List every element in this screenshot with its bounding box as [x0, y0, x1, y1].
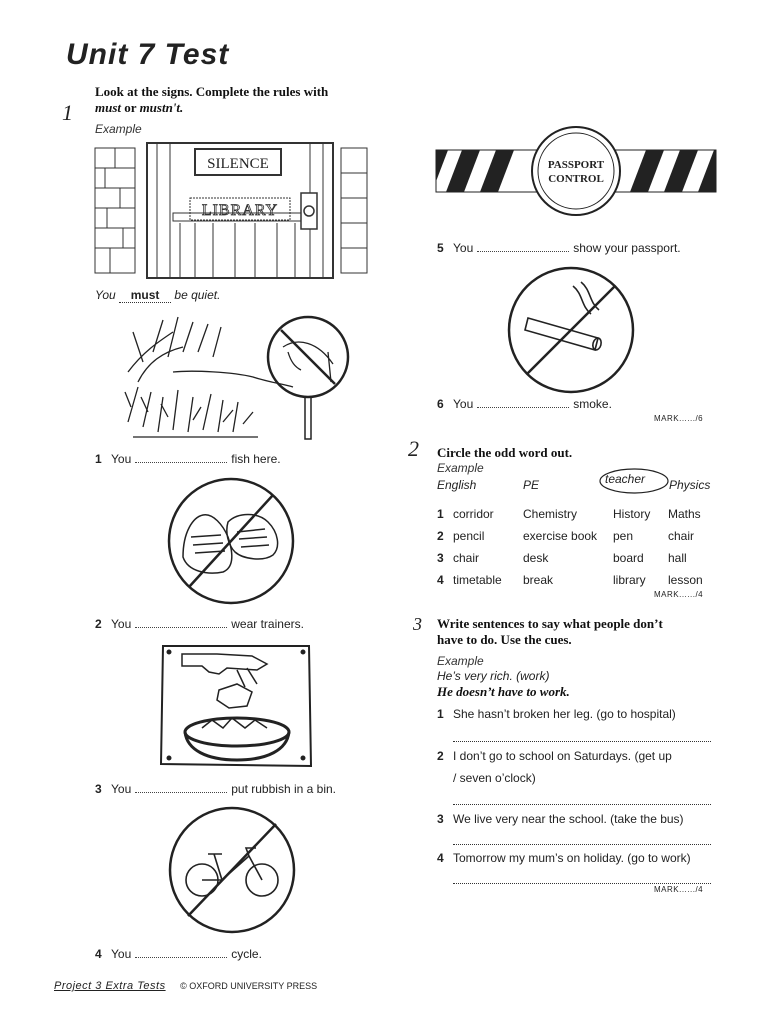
section3-instruction-line1: Write sentences to say what people don’t — [437, 616, 663, 631]
s1-item-6-blank[interactable] — [477, 397, 569, 408]
s1-item-5 — [437, 241, 681, 255]
s3-item-2 — [437, 749, 672, 763]
s3-item-4-num: 4 — [437, 851, 444, 865]
page-title: Unit 7 Test — [66, 38, 230, 71]
section3-mark: MARK....../4 — [654, 885, 704, 894]
s3-item-1-text: She hasn’t broken her leg. (go to hospital) — [453, 707, 676, 721]
s3-item-1 — [437, 707, 676, 721]
s2-example-word-2: PE — [523, 478, 540, 492]
s2-example-word-4: Physics — [669, 478, 711, 492]
word-must: must — [95, 100, 122, 115]
s3-item-2-answer-line[interactable] — [453, 803, 711, 805]
s2-row-1-word-3[interactable]: History — [613, 507, 651, 521]
s1-item-3-end: put rubbish in a bin. — [231, 782, 336, 796]
s1-item-2-num: 2 — [95, 617, 102, 631]
s3-item-2-text-line2: / seven o’clock) — [453, 771, 536, 785]
s2-row-2-word-1[interactable]: pencil — [453, 529, 485, 543]
sign-silence-text: SILENCE — [207, 156, 269, 172]
footer — [54, 980, 317, 992]
s1-item-5-start: You — [453, 241, 474, 255]
s1-item-1-blank[interactable] — [135, 452, 227, 463]
section3-example-prompt: He’s very rich. (work) — [437, 669, 550, 683]
section1-example-label: Example — [95, 122, 142, 136]
passport-sign-line2: CONTROL — [548, 173, 604, 185]
s2-example-word-1: English — [437, 478, 477, 492]
no-cycling-sign — [164, 806, 300, 934]
example-sentence — [95, 288, 220, 303]
s2-row-4-word-1[interactable]: timetable — [453, 573, 502, 587]
s1-item-4-num: 4 — [95, 947, 102, 961]
s3-item-4-text: Tomorrow my mum’s on holiday. (go to work) — [453, 851, 691, 865]
section3-instruction-line2: have to do. Use the cues. — [437, 632, 572, 647]
s3-item-2-text: I don’t go to school on Saturdays. (get up — [453, 749, 672, 763]
s2-row-3-word-1[interactable]: chair — [453, 551, 480, 565]
s1-item-2-end: wear trainers. — [231, 617, 304, 631]
s1-item-2-start: You — [111, 617, 132, 631]
footer-copyright: © OXFORD UNIVERSITY PRESS — [180, 981, 318, 991]
section3-example-label: Example — [437, 654, 484, 668]
s1-item-5-end: show your passport. — [573, 241, 681, 255]
s1-item-4 — [95, 947, 262, 961]
s2-row-2-word-3[interactable]: pen — [613, 529, 634, 543]
section2-example-label: Example — [437, 461, 484, 475]
s1-item-4-start: You — [111, 947, 132, 961]
s3-item-1-num: 1 — [437, 707, 444, 721]
s1-item-2-blank[interactable] — [135, 617, 227, 628]
s1-item-1-end: fish here. — [231, 452, 281, 466]
s1-item-5-num: 5 — [437, 241, 444, 255]
s2-row-4-word-4[interactable]: lesson — [668, 573, 703, 587]
s2-row-3-word-4[interactable]: hall — [668, 551, 687, 565]
example-answer: must — [119, 288, 171, 303]
s3-item-3-num: 3 — [437, 812, 444, 826]
s1-item-6-start: You — [453, 397, 474, 411]
section3-instruction — [437, 616, 737, 648]
passport-control-sign — [436, 122, 716, 217]
s1-item-2 — [95, 617, 304, 631]
s2-row-2-word-2[interactable]: exercise book — [523, 529, 598, 543]
s2-row-4-num: 4 — [437, 573, 444, 587]
library-door-illustration — [95, 143, 367, 278]
section2-instruction: Circle the odd word out. — [437, 445, 573, 460]
s3-item-4-answer-line[interactable] — [453, 882, 711, 884]
s1-item-1 — [95, 452, 281, 466]
s3-item-3-text: We live very near the school. (take the bus) — [453, 812, 684, 826]
s2-row-3-num: 3 — [437, 551, 444, 565]
s2-row-3-word-2[interactable]: desk — [523, 551, 549, 565]
passport-sign-line1: PASSPORT — [547, 159, 605, 171]
rubbish-bin-sign — [157, 642, 315, 770]
s3-item-2-num: 2 — [437, 749, 444, 763]
s2-row-4-word-2[interactable]: break — [523, 573, 554, 587]
s1-item-5-blank[interactable] — [477, 241, 569, 252]
no-trainers-sign — [163, 477, 299, 605]
s1-item-3-num: 3 — [95, 782, 102, 796]
s1-item-6 — [437, 397, 612, 411]
s2-row-3-word-3[interactable]: board — [613, 551, 644, 565]
sign-library-text: LIBRARY — [201, 202, 279, 219]
section1-number: 1 — [62, 100, 73, 125]
s1-item-3-start: You — [111, 782, 132, 796]
s2-example-word-3: teacher — [605, 472, 646, 486]
no-fishing-illustration — [123, 312, 363, 440]
section3-number: 3 — [413, 614, 422, 634]
section1-instruction — [95, 84, 395, 116]
s2-row-4-word-3[interactable]: library — [613, 573, 646, 587]
s1-item-6-num: 6 — [437, 397, 444, 411]
s1-item-3 — [95, 782, 336, 796]
s1-item-1-start: You — [111, 452, 132, 466]
s1-item-1-num: 1 — [95, 452, 102, 466]
section2-number: 2 — [408, 436, 419, 461]
section2-mark: MARK....../4 — [654, 590, 704, 599]
s2-row-1-word-2[interactable]: Chemistry — [523, 507, 578, 521]
s3-item-4 — [437, 851, 691, 865]
s2-row-1-word-1[interactable]: corridor — [453, 507, 494, 521]
footer-title: Project 3 Extra Tests — [54, 980, 166, 992]
s2-row-1-num: 1 — [437, 507, 444, 521]
no-smoking-sign — [503, 266, 639, 394]
s1-item-6-end: smoke. — [573, 397, 612, 411]
s3-item-3 — [437, 812, 684, 826]
s1-item-3-blank[interactable] — [135, 782, 227, 793]
section3-example-answer: He doesn’t have to work. — [437, 684, 570, 699]
s2-row-2-word-4[interactable]: chair — [668, 529, 695, 543]
s3-item-3-answer-line[interactable] — [453, 843, 711, 845]
example-circle-mark — [598, 466, 670, 496]
example-end: be quiet. — [174, 288, 221, 302]
word-mustnt: mustn't. — [139, 100, 184, 115]
s2-row-2-num: 2 — [437, 529, 444, 543]
s2-row-1-word-4[interactable]: Maths — [668, 507, 701, 521]
s1-item-4-blank[interactable] — [135, 947, 227, 958]
word-or: or — [124, 100, 137, 115]
s1-item-4-end: cycle. — [231, 947, 262, 961]
section1-instruction-line1: Look at the signs. Complete the rules with — [95, 84, 329, 99]
s3-item-1-answer-line[interactable] — [453, 740, 711, 742]
example-start: You — [95, 288, 116, 302]
section1-mark: MARK....../6 — [654, 414, 704, 423]
